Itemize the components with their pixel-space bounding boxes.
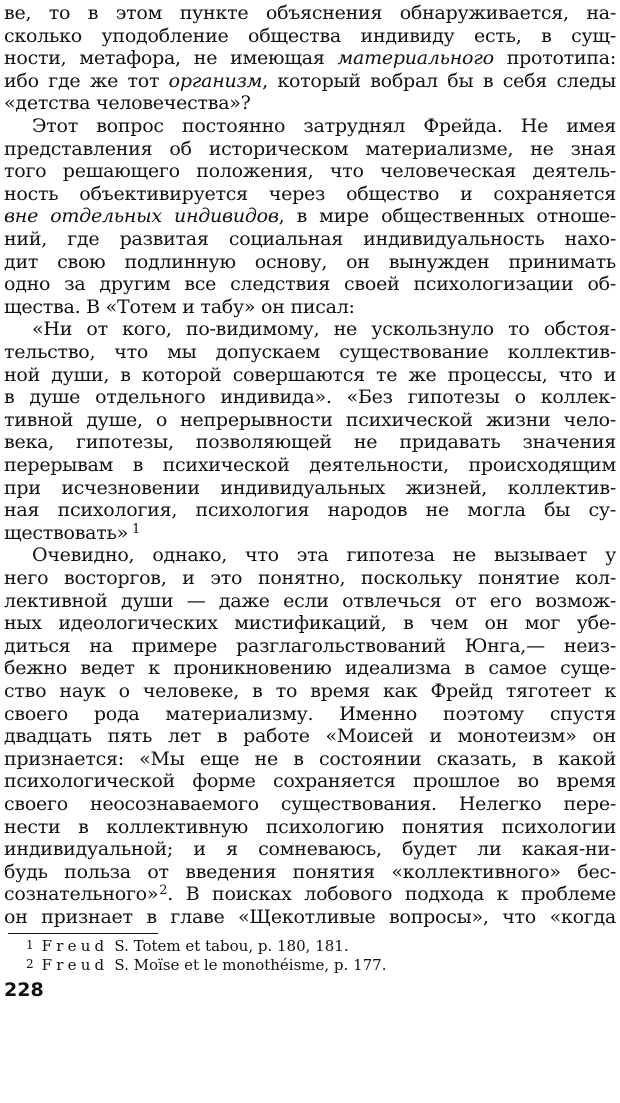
text-segment: сознательного»: [4, 883, 159, 906]
text-line: он признает в главе «Щекотливые вопросы», что «когда: [4, 906, 616, 928]
footnote-ref: 1: [131, 521, 140, 537]
text-line: нести в коллективную психологию понятия психологии: [4, 815, 616, 838]
text-line: тивной душе, о непрерывности психической жизни чело-: [4, 408, 616, 431]
text-line: [4, 70, 616, 93]
text-line: ний, где развитая социальная индивидуальность нахо-: [4, 228, 616, 250]
text-line: него восторгов, и это понятно, поскольку понятие кол-: [4, 567, 616, 589]
paragraph-first-line: Очевидно, однако, что эта гипотеза не вызывает у: [32, 544, 616, 567]
text-line: ве, то в этом пункте объяснения обнаруживается, на-: [4, 2, 616, 24]
footnote-number: 1: [26, 937, 34, 952]
text-line: ность объективируется через общество и сохраняется: [4, 182, 616, 205]
footnote-author: Freud: [41, 936, 109, 955]
text-line: [4, 47, 616, 70]
text-line: бежно ведет к проникновению идеализма в самое суще-: [4, 657, 616, 680]
italic-text: организм: [168, 69, 263, 92]
footnote-number: 2: [26, 956, 34, 971]
text-segment: , в мире общественных отноше-: [278, 205, 617, 228]
footnote-text: S. Moïse et le monothéisme, p. 177.: [114, 955, 387, 974]
footnote: [26, 937, 349, 957]
text-line: своего неосознаваемого существования. Нелегко пере-: [4, 793, 616, 815]
text-line: будь польза от введения понятия «коллективного» бес-: [4, 860, 616, 883]
text-line: представления об историческом материализме, не зная: [4, 137, 616, 160]
text-line: своего рода материализму. Именно поэтому спустя: [4, 702, 616, 725]
text-line: дит свою подлинную основу, он вынужден принимать: [4, 250, 616, 273]
text-line: ных идеологических мистификаций, в чем он мог убе-: [4, 612, 616, 635]
text-line: ство наук о человеке, в то время как Фрейд тяготеет к: [4, 680, 616, 702]
text-segment: ности, метафора, не имеющая: [4, 47, 338, 70]
text-line: того решающего положения, что человеческая деятель-: [4, 160, 616, 183]
text-segment: прототипа:: [493, 47, 616, 70]
text-line: при исчезновении индивидуальных жизней, коллектив-: [4, 476, 616, 499]
footnote-separator: [8, 933, 158, 934]
page-number: 228: [4, 978, 44, 1001]
text-line: ная психология, психология народов не могла бы су-: [4, 499, 616, 522]
italic-text: вне отдельных индивидов: [4, 205, 279, 228]
text-line: ной души, в которой совершаются те же процессы, что и: [4, 363, 616, 386]
text-line: лективной души — даже если отвлечься от его возмож-: [4, 589, 616, 612]
text-line: тельство, что мы допускаем существование коллектив-: [4, 341, 616, 363]
paragraph-first-line: Этот вопрос постоянно затруднял Фрейда. Не имея: [32, 115, 616, 137]
text-line: сколько уподобление общества индивиду есть, в сущ-: [4, 24, 616, 47]
text-line: [4, 205, 616, 228]
text-segment: . В поисках лобового подхода к проблеме: [167, 883, 616, 906]
footnote-author: Freud: [41, 955, 109, 974]
text-line: [4, 522, 616, 545]
text-line: индивидуальной; и я сомневаюсь, будет ли какая-ни-: [4, 838, 616, 861]
footnote-ref: 2: [159, 883, 168, 899]
text-line: щества. В «Тотем и табу» он писал:: [4, 295, 355, 318]
text-line: диться на примере разглагольствований Юнга,— неиз-: [4, 634, 616, 657]
text-segment: ибо где же тот: [4, 69, 169, 92]
text-line: в душе отдельного индивида». «Без гипотезы о коллек-: [4, 386, 616, 409]
text-line: [4, 883, 616, 906]
footnote-text: S. Totem et tabou, p. 180, 181.: [114, 936, 349, 955]
text-line: психологической форме сохраняется прошлое во время: [4, 770, 616, 793]
text-segment: ществовать»: [4, 521, 128, 544]
text-line: «детства человечества»?: [4, 92, 251, 115]
text-line: признается: «Мы еще не в состоянии сказать, в какой: [4, 747, 616, 770]
text-line: одно за другим все следствия своей психологизации об-: [4, 273, 616, 296]
text-line: века, гипотезы, позволяющей не придавать значения: [4, 431, 616, 454]
italic-text: материального: [337, 47, 494, 70]
paragraph-first-line: «Ни от кого, по-видимому, не ускользнуло то обстоя-: [32, 318, 616, 341]
text-segment: , который вобрал бы в себя следы: [262, 69, 617, 92]
footnote: [26, 956, 386, 976]
text-line: двадцать пять лет в работе «Моисей и монотеизм» он: [4, 725, 616, 748]
text-line: перерывам в психической деятельности, происходящим: [4, 454, 616, 476]
